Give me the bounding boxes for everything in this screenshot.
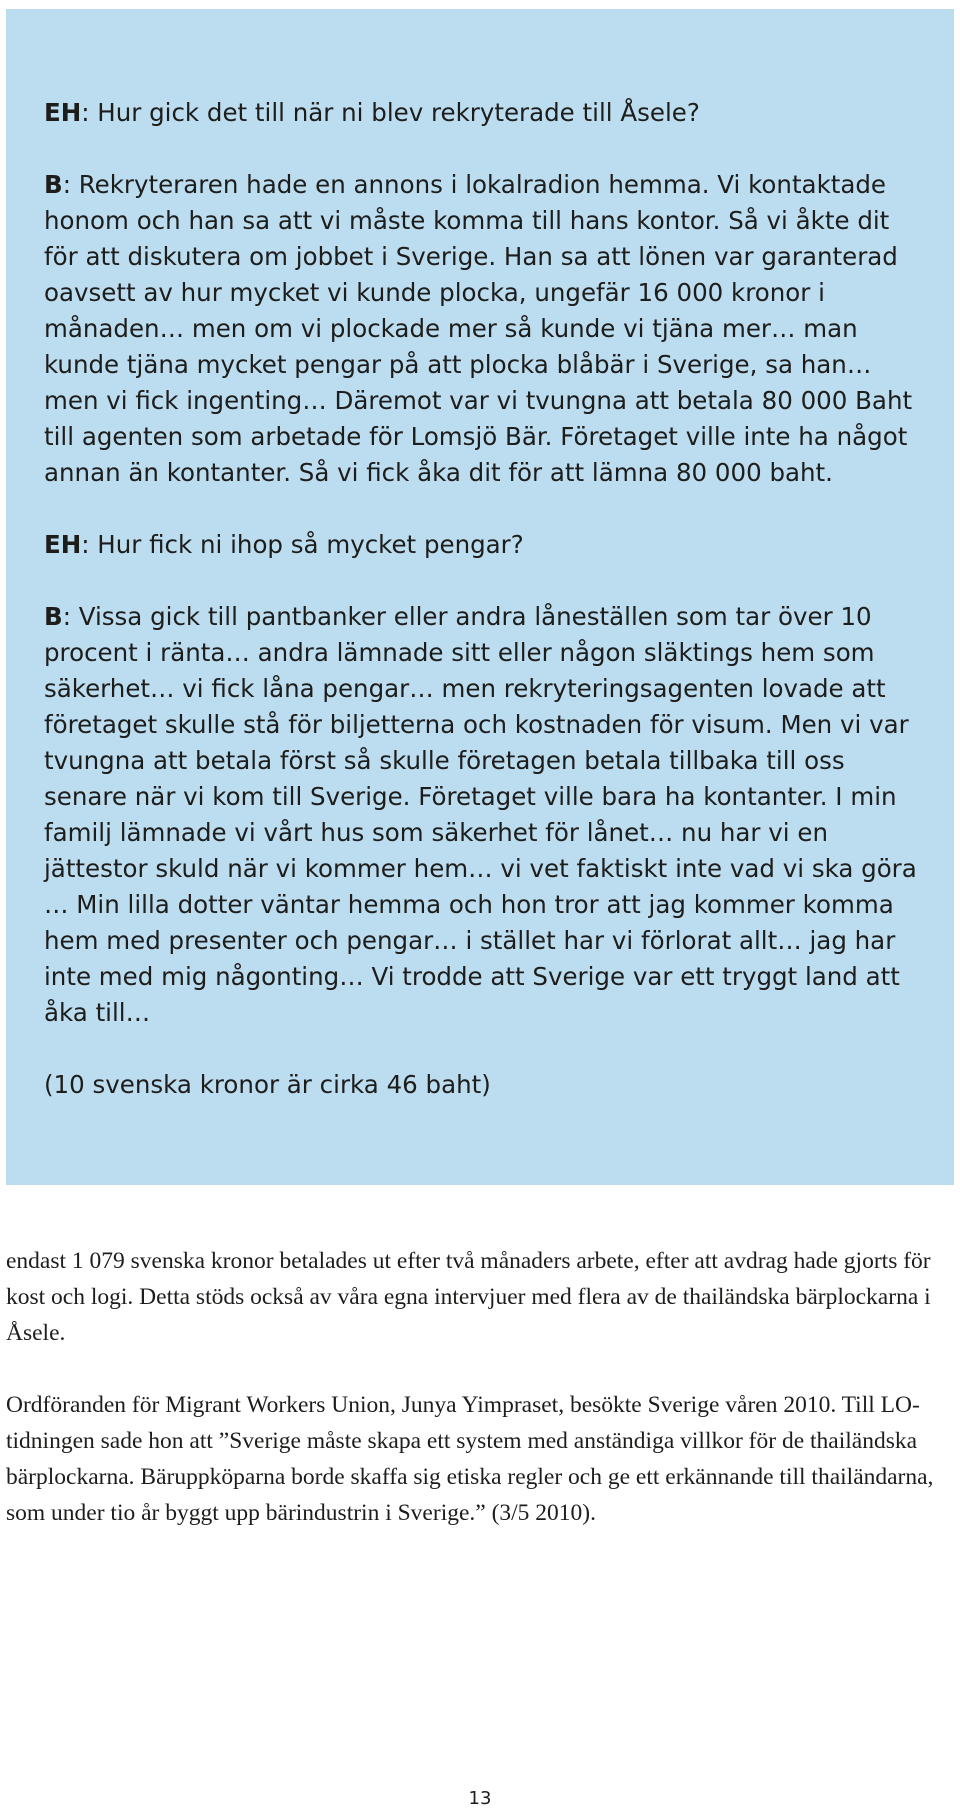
speaker-label: B	[44, 602, 63, 631]
answer-text: : Vissa gick till pantbanker eller andra låneställen som tar över 10 procent i ränta… andra lämnade sitt eller någon släktings hem som säkerhet… vi fick låna pengar… men rekryteringsagenten lovade att företaget skulle stå för biljetterna och kostnaden för visum. Men vi var tvungna att betala först så skulle företagen betala tillbaka till oss senare när vi kom till Sverige. Företaget ville bara ha kontanter. I min familj lämnade vi vårt hus som säkerhet för lånet… nu har vi en jättestor skuld när vi kommer hem… vi vet faktiskt inte vad vi ska göra … Min lilla dotter väntar hemma och hon tror att jag kommer komma hem med presenter och pengar… i stället har vi förlorat allt… jag har inte med mig någonting… Vi trodde att Sverige var ett tryggt land att åka till…	[44, 602, 917, 1027]
interview-question-2	[44, 527, 924, 563]
interview-answer-1	[44, 167, 924, 491]
question-text: : Hur gick det till när ni blev rekryterade till Åsele?	[81, 98, 700, 127]
body-paragraph: Ordföranden för Migrant Workers Union, Junya Yimpraset, besökte Sverige våren 2010. Till LO-tidningen sade hon att ”Sverige måste skapa ett system med anständiga villkor för de thailändska bärplockarna. Bäruppköparna borde skaffa sig etiska regler och ge ett erkännande till thailändarna, som under tio år byggt upp bärindustrin i Sverige.” (3/5 2010).	[6, 1392, 934, 1526]
interview-question-1	[44, 95, 924, 131]
speaker-label: EH	[44, 98, 82, 127]
speaker-label: B	[44, 170, 63, 199]
currency-note: (10 svenska kronor är cirka 46 baht)	[44, 1070, 491, 1099]
interview-box	[6, 9, 954, 1185]
interview-answer-2	[44, 599, 924, 1031]
answer-text: : Rekryteraren hade en annons i lokalradion hemma. Vi kontaktade honom och han sa att vi måste komma till hans kontor. Så vi åkte dit för att diskutera om jobbet i Sverige. Han sa att lönen var garanterad oavsett av hur mycket vi kunde plocka, ungefär 16 000 kronor i månaden… men om vi plockade mer så kunde vi tjäna mer… man kunde tjäna mycket pengar på att plocka blåbär i Sverige, sa han… men vi fick ingenting… Däremot var vi tvungna att betala 80 000 Baht till agenten som arbetade för Lomsjö Bär. Företaget ville inte ha något annan än kontanter. Så vi fick åka dit för att lämna 80 000 baht.	[44, 170, 913, 487]
body-paragraph: endast 1 079 svenska kronor betalades ut efter två månaders arbete, efter att avdrag hade gjorts för kost och logi. Detta stöds också av våra egna intervjuer med flera av de thailändska bärplockarna i Åsele.	[6, 1248, 931, 1346]
body-text	[6, 1243, 954, 1567]
page-number: 13	[468, 1788, 492, 1809]
interview-text	[44, 95, 924, 1103]
question-text: : Hur fick ni ihop så mycket pengar?	[81, 530, 524, 559]
speaker-label: EH	[44, 530, 82, 559]
